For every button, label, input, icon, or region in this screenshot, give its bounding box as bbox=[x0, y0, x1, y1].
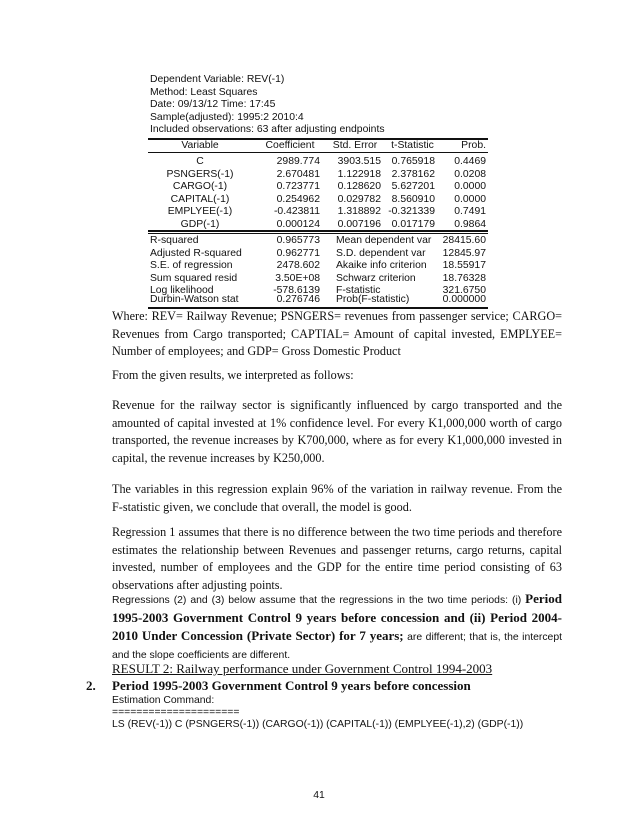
item-title: Period 1995-2003 Government Control 9 years before concession bbox=[112, 678, 471, 693]
where-definitions: Where: REV= Railway Revenue; PSNGERS= revenues from passenger service; CARGO= Revenues from Cargo transported; CAPTIAL= Amount of capital invested, EMPLYEE= Number of employees; and GDP= Gross Domestic Product bbox=[112, 309, 562, 359]
coef-bottom-rule bbox=[148, 230, 488, 232]
result2-heading: RESULT 2: Railway performance under Government Control 1994-2003 bbox=[112, 661, 493, 676]
row-t-statistic: 2.378162 bbox=[391, 168, 435, 180]
stat-label-left: Sum squared resid bbox=[150, 272, 238, 284]
row-prob: 0.0000 bbox=[454, 193, 486, 205]
row-coefficient: 0.254962 bbox=[276, 193, 320, 205]
stat-label-left: Adjusted R-squared bbox=[150, 247, 242, 259]
stat-value-right: 18.76328 bbox=[442, 272, 486, 284]
regressions-2-3-paragraph bbox=[112, 590, 562, 664]
row-t-statistic: 0.765918 bbox=[391, 156, 435, 167]
row-coefficient: 2989.774 bbox=[276, 156, 320, 167]
stat-label-right: Schwarz criterion bbox=[336, 272, 416, 284]
stat-label-right: S.D. dependent var bbox=[336, 247, 426, 259]
sample-line: Sample(adjusted): 1995:2 2010:4 bbox=[150, 111, 304, 123]
reg23-part-b: Period 1995-2003 Government Control 9 years before concession and (ii) Period 2004-2010 Under Concession (Private Sector) for 7 years; bbox=[112, 591, 562, 643]
stat-label-left: Log likelihood bbox=[150, 285, 214, 297]
estimation-label: Estimation Command: bbox=[112, 695, 215, 706]
equals-separator: ===================== bbox=[112, 707, 240, 718]
row-variable: C bbox=[196, 156, 204, 167]
col-coefficient: Coefficient bbox=[265, 140, 315, 151]
row-t-statistic: 0.017179 bbox=[391, 219, 435, 230]
row-prob: 0.7491 bbox=[454, 206, 486, 218]
stat-label-left: Durbin-Watson stat bbox=[150, 294, 239, 305]
row-variable: CARGO(-1) bbox=[172, 181, 228, 193]
date-line: Date: 09/13/12 Time: 17:45 bbox=[150, 99, 276, 111]
regression-header bbox=[150, 74, 385, 137]
row-variable: PSNGERS(-1) bbox=[166, 168, 234, 180]
stat-value-left: 0.962771 bbox=[276, 247, 320, 259]
page-number: 41 bbox=[313, 790, 325, 801]
stat-value-left: 3.50E+08 bbox=[275, 272, 320, 284]
stat-label-right: Prob(F-statistic) bbox=[336, 294, 410, 305]
stat-value-left: -578.6139 bbox=[273, 285, 320, 297]
stat-value-right: 321.6750 bbox=[442, 285, 486, 297]
row-coefficient: 2.670481 bbox=[276, 168, 320, 180]
coef-bottom-rule-2 bbox=[148, 233, 488, 234]
row-t-statistic: 5.627201 bbox=[391, 181, 435, 193]
stat-value-left: 0.276746 bbox=[276, 294, 320, 305]
row-variable: EMPLYEE(-1) bbox=[167, 206, 233, 218]
stat-label-right: Mean dependent var bbox=[336, 235, 432, 246]
stat-value-left: 0.965773 bbox=[276, 235, 320, 246]
stat-value-left: 2478.602 bbox=[276, 260, 320, 272]
item-number: 2. bbox=[86, 678, 96, 693]
regression1-paragraph: Regression 1 assumes that there is no difference between the two time periods and therefore estimates the relationship between Revenues and passenger returns, cargo returns, capital invested, number of employees and the GDP for the entire time period consisting of 63 observations after adjusting points. bbox=[112, 525, 562, 592]
method-line: Method: Least Squares bbox=[150, 86, 258, 98]
row-std-error: 0.128620 bbox=[337, 181, 381, 193]
row-prob: 0.0208 bbox=[454, 168, 486, 180]
stat-label-right: Akaike info criterion bbox=[336, 260, 427, 272]
stat-value-right: 18.55917 bbox=[442, 260, 486, 272]
row-prob: 0.9864 bbox=[454, 219, 486, 230]
dependent-variable-line: Dependent Variable: REV(-1) bbox=[150, 74, 285, 85]
row-std-error: 0.007196 bbox=[337, 219, 381, 230]
col-prob: Prob. bbox=[461, 140, 486, 151]
stat-label-right: F-statistic bbox=[336, 285, 381, 297]
observations-line: Included observations: 63 after adjusting endpoints bbox=[150, 124, 385, 136]
interpretation-intro: From the given results, we interpreted as follows: bbox=[112, 368, 354, 382]
row-std-error: 3903.515 bbox=[337, 156, 381, 167]
row-std-error: 0.029782 bbox=[337, 193, 381, 205]
row-std-error: 1.318892 bbox=[337, 206, 381, 218]
row-prob: 0.0000 bbox=[454, 181, 486, 193]
revenue-paragraph: Revenue for the railway sector is significantly influenced by cargo transported and the amounted of capital invested at 1% confidence level. For every K1,000,000 worth of cargo transported, the revenue increases by K700,000, where as for every K1,000,000 invested in capital, the revenue increases by K250,000. bbox=[112, 398, 562, 465]
row-coefficient: 0.000124 bbox=[276, 219, 320, 230]
stat-label-left: S.E. of regression bbox=[150, 260, 233, 272]
row-coefficient: 0.723771 bbox=[276, 181, 320, 193]
row-variable: CAPITAL(-1) bbox=[170, 193, 230, 205]
reg23-part-a: Regressions (2) and (3) below assume that the regressions in the two time periods: (i) bbox=[112, 595, 526, 606]
stat-label-left: R-squared bbox=[150, 235, 199, 246]
stat-value-right: 28415.60 bbox=[442, 235, 486, 246]
row-std-error: 1.122918 bbox=[337, 168, 381, 180]
stat-value-right: 12845.97 bbox=[442, 247, 486, 259]
row-prob: 0.4469 bbox=[454, 156, 486, 167]
row-t-statistic: 8.560910 bbox=[391, 193, 435, 205]
col-t-statistic: t-Statistic bbox=[391, 140, 434, 151]
row-variable: GDP(-1) bbox=[180, 219, 220, 230]
stat-value-right: 0.000000 bbox=[442, 294, 486, 305]
col-variable: Variable bbox=[181, 140, 219, 151]
row-t-statistic: -0.321339 bbox=[388, 206, 435, 218]
variables-paragraph: The variables in this regression explain 96% of the variation in railway revenue. From the F-statistic given, we conclude that overall, the model is good. bbox=[112, 482, 562, 514]
row-coefficient: -0.423811 bbox=[273, 206, 320, 218]
col-std-error: Std. Error bbox=[332, 140, 378, 151]
header-rule bbox=[148, 152, 488, 153]
reg23-part-c: are different; that is, the intercept and the slope coefficients are different. bbox=[112, 632, 562, 661]
ls-command: LS (REV(-1)) C (PSNGERS(-1)) (CARGO(-1)) (CAPITAL(-1)) (EMPLYEE(-1),2) (GDP(-1)) bbox=[112, 719, 524, 730]
